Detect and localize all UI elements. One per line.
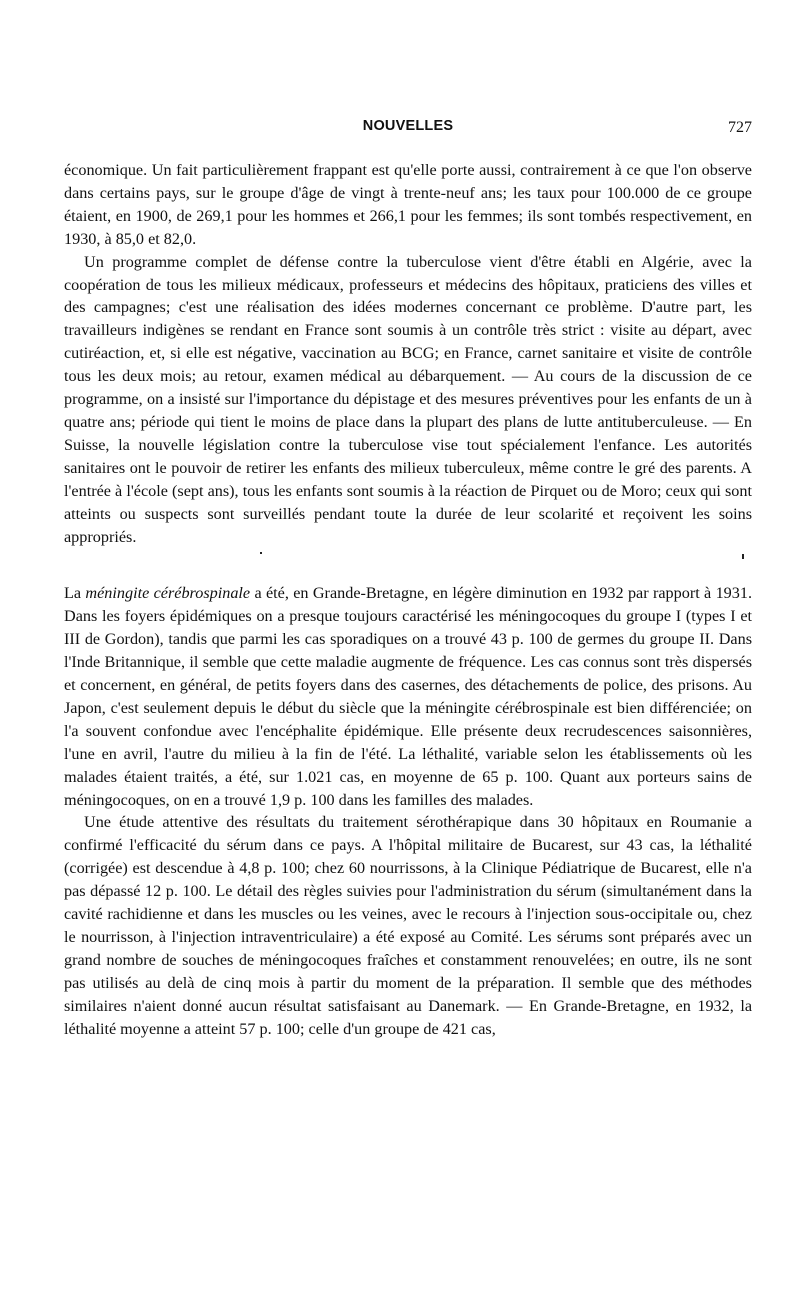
page-header [64,118,752,148]
print-speck [260,552,262,554]
paragraph-tuberculosis-algeria: Un programme complet de défense contre la tuberculose vient d'être établi en Algérie, avec la coopération de tous les milieux médicaux, professeurs et médecins des hôpitaux, praticiens des villes et des campagnes; c'est une réalisation des idées modernes concernant ce problème. D'autre part, les travailleurs indigènes se rendant en France sont soumis à un contrôle très strict : visite au départ, avec cutiréaction, et, si elle est négative, vaccination au BCG; en France, carnet sanitaire et visite de contrôle tous les deux mois; au retour, examen médical au débarquement. — Au cours de la discussion de ce programme, on a insisté sur l'importance du dépistage et des mesures préventives pour les enfants de un à quatre ans; période qui tient le moins de place dans la plupart des plans de lutte antituberculeuse. — En Suisse, la nouvelle législation contre la tuberculose vise tout spécialement l'enfance. Les autorités sanitaires ont le pouvoir de retirer les enfants des milieux tuberculeux, même contre le gré des parents. A l'entrée à l'école (sept ans), tous les enfants sont soumis à la réaction de Pirquet ou de Moro; ceux qui sont atteints ou suspects sont surveillés pendant toute la durée de leur scolarité et reçoivent les soins appropriés. [64,252,752,546]
paragraph-serotherapy: Une étude attentive des résultats du traitement sérothérapique dans 30 hôpitaux en Roumanie a confirmé l'efficacité du sérum dans ce pays. A l'hôpital militaire de Bucarest, sur 43 cas, la léthalité (corrigée) est descendue à 4,8 p. 100; chez 60 nourrissons, à la Clinique Pédiatrique de Bucarest, elle n'a pas dépassé 12 p. 100. Le détail des règles suivies pour l'administration du sérum (simultanément dans la cavité rachidienne et dans les muscles ou les veines, avec le recours à l'injection sous-occipitale ou, chez le nourrisson, à l'injection intraventriculaire) a été exposé au Comité. Les sérums sont préparés avec un grand nombre de souches de méningocoques fraîches et constamment renouvelées; en outre, ils ne sont pas utilisés au delà de cinq mois à partir du moment de la préparation. Il semble que des méthodes similaires n'aient donné aucun résultat satisfaisant au Danemark. — En Grande-Bretagne, en 1932, la léthalité moyenne a atteint 57 p. 100; celle d'un groupe de 421 cas, [64,813,752,1038]
page-number: 727 [728,119,752,136]
disease-term: méningite cérébrospinale [85,584,251,603]
paragraph-meningitis [64,582,752,811]
document-page [64,118,752,1041]
running-head: NOUVELLES [362,118,454,134]
paragraph-continuation: économique. Un fait particulièrement frappant est qu'elle porte aussi, contrairement à ce que l'on observe dans certains pays, sur le groupe d'âge de vingt à trente-neuf ans; les taux pour 100.000 de ce groupe étaient, en 1900, de 269,1 pour les hommes et 266,1 pour les femmes; ils sont tombés respectivement, en 1930, à 85,0 et 82,0. [64,161,752,248]
section-break [64,548,752,582]
paragraph-lead: La [64,584,86,603]
print-speck [742,554,744,559]
paragraph-meningitis-body: a été, en Grande-Bretagne, en légère diminution en 1932 par rapport à 1931. Dans les foyers épidémiques on a presque toujours caractérisé les méningocoques du groupe I (types I et III de Gordon), tandis que parmi les cas sporadiques on a trouvé 43 p. 100 de germes du groupe II. Dans l'Inde Britannique, il semble que cette maladie augmente de fréquence. Les cas connus sont très dispersés et concernent, en général, de petits foyers dans des casernes, des détachements de police, des prisons. Au Japon, c'est seulement depuis le début du siècle que la méningite cérébrospinale est bien différenciée; on l'a souvent confondue avec l'encéphalite épidémique. Elle présente deux recrudescences saisonnières, l'une en avril, l'autre du milieu à la fin de l'été. La léthalité, variable selon les établissements où les malades étaient traités, a été, sur 1.021 cas, en moyenne de 65 p. 100. Quant aux porteurs sains de méningocoques, on en a trouvé 1,9 p. 100 dans les familles des malades. [64,584,752,809]
body-text [64,159,752,1041]
